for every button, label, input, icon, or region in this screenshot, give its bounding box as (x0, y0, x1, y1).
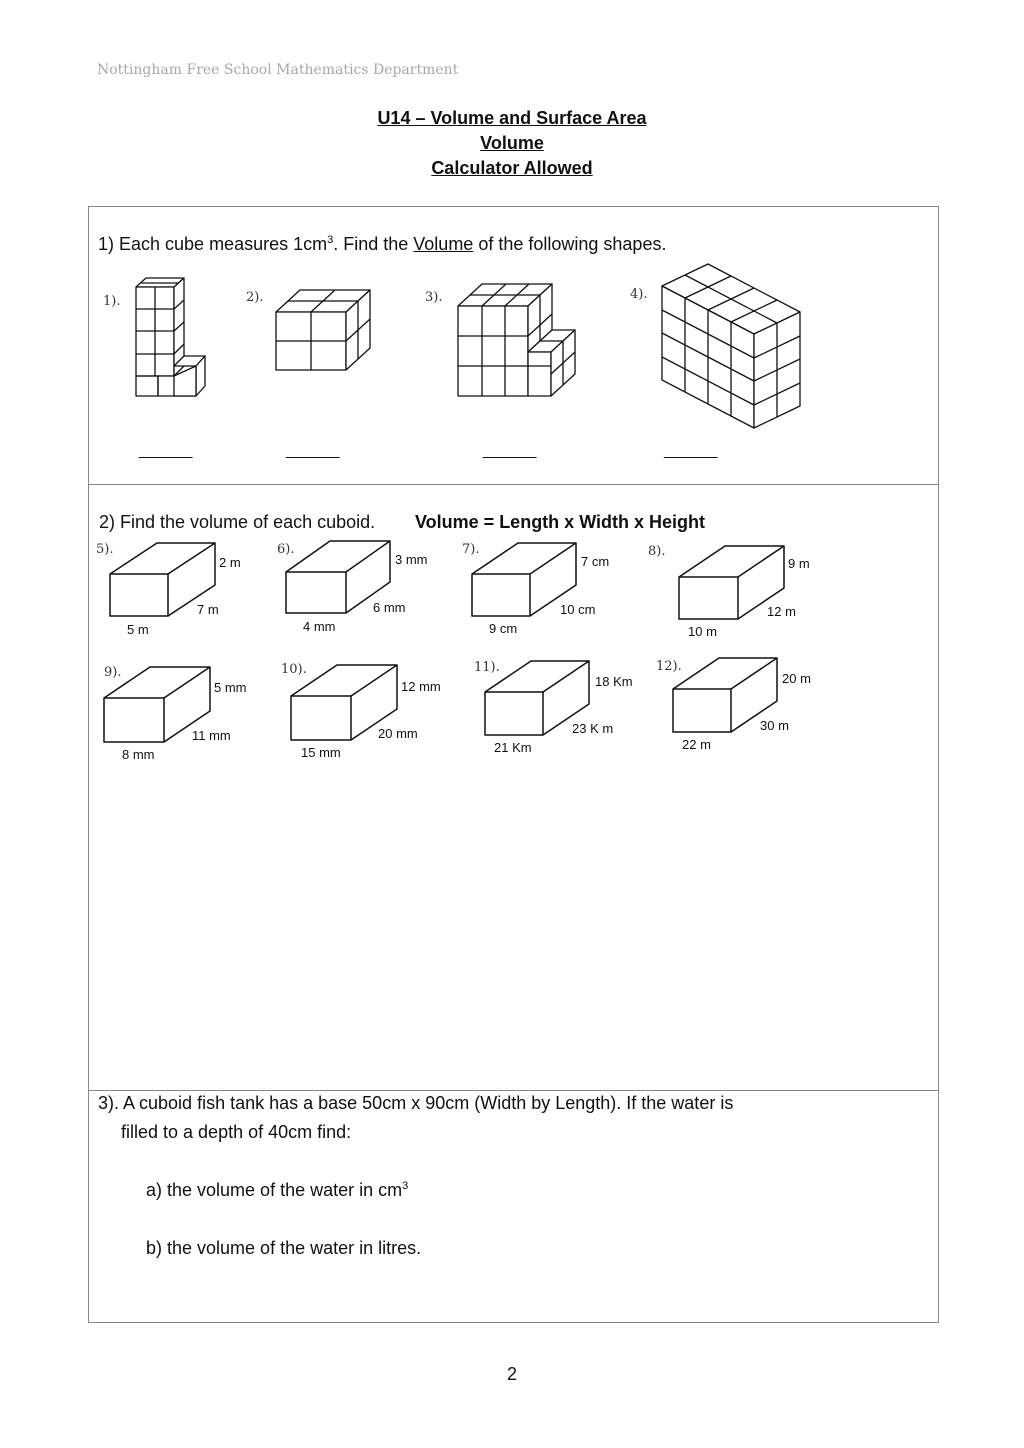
q3a-text: a) the volume of the water in cm (146, 1180, 403, 1200)
answer-line-2[interactable]: ______ (286, 442, 340, 459)
cuboid-10-length: 15 mm (301, 745, 341, 760)
shape-number-1: 1). (103, 294, 121, 309)
cuboid-number-7: 7). (462, 542, 480, 557)
page-header: Nottingham Free School Mathematics Department (97, 62, 459, 78)
cuboid-12-height: 20 m (782, 671, 811, 686)
cuboid-number-9: 9). (104, 665, 122, 680)
q1-keyword: Volume (413, 234, 474, 254)
q3a-sup: 3 (402, 1180, 409, 1192)
cuboid-12-width: 30 m (760, 718, 789, 733)
cuboid-6-height: 3 mm (395, 552, 428, 567)
cuboid-5-length: 5 m (127, 622, 149, 637)
cube-shape-1 (136, 278, 205, 396)
page-number: 2 (506, 1364, 517, 1384)
cuboid-9-width: 11 mm (192, 728, 231, 743)
cuboid-5-height: 2 m (219, 555, 241, 570)
cuboid-8-length: 10 m (688, 624, 717, 639)
cuboid-5-width: 7 m (197, 602, 219, 617)
cuboid-number-10: 10). (281, 662, 307, 677)
cuboid-10-height: 12 mm (401, 679, 441, 694)
cuboid-number-5: 5). (96, 542, 114, 557)
cuboid-number-8: 8). (648, 544, 666, 559)
answer-line-3[interactable]: ______ (483, 442, 537, 459)
q1-mid: . Find the (333, 234, 414, 254)
answer-line-1[interactable]: ______ (139, 442, 193, 459)
cuboid-6-width: 6 mm (373, 600, 406, 615)
question-3a (146, 1180, 408, 1201)
cuboid-11-length: 21 Km (494, 740, 532, 755)
answer-line-4[interactable]: ______ (664, 442, 718, 459)
cuboid-9-height: 5 mm (214, 680, 247, 695)
cube-shape-2 (276, 290, 370, 370)
cuboid-12-length: 22 m (682, 737, 711, 752)
title-unit: U14 – Volume and Surface Area (377, 108, 647, 128)
question-3b: b) the volume of the water in litres. (146, 1238, 422, 1258)
cube-shape-4 (662, 264, 800, 428)
cuboid-number-6: 6). (277, 542, 295, 557)
cuboid-number-11: 11). (474, 660, 500, 675)
cuboid-7-height: 7 cm (581, 554, 610, 569)
question-3-line-2: filled to a depth of 40cm find: (121, 1122, 352, 1142)
cuboid-7-length: 9 cm (489, 621, 518, 636)
question-2-box (88, 484, 939, 1091)
cube-shape-3 (458, 284, 575, 396)
cuboid-11-height: 18 Km (595, 674, 633, 689)
cuboid-7-width: 10 cm (560, 602, 596, 617)
cuboid-6-length: 4 mm (303, 619, 336, 634)
q1-suffix: of the following shapes. (473, 234, 667, 254)
shape-number-2: 2). (246, 290, 264, 305)
volume-formula: Volume = Length x Width x Height (415, 512, 706, 532)
cuboid-8-width: 12 m (767, 604, 796, 619)
cuboid-10-width: 20 mm (378, 726, 418, 741)
question-3-line-1: 3). A cuboid fish tank has a base 50cm x 90cm (Width by Length). If the water is (98, 1093, 734, 1113)
title-calculator: Calculator Allowed (431, 158, 593, 178)
question-2-text: 2) Find the volume of each cuboid. (99, 512, 376, 532)
q1-sup: 3 (327, 234, 334, 246)
cuboid-number-12: 12). (656, 659, 682, 674)
cuboid-9-length: 8 mm (122, 747, 155, 762)
title-topic: Volume (480, 133, 544, 153)
shape-number-4: 4). (630, 287, 648, 302)
shape-number-3: 3). (425, 290, 443, 305)
cuboid-8-height: 9 m (788, 556, 810, 571)
q1-prefix: 1) Each cube measures 1cm (98, 234, 328, 254)
cuboid-11-width: 23 K m (572, 721, 614, 736)
